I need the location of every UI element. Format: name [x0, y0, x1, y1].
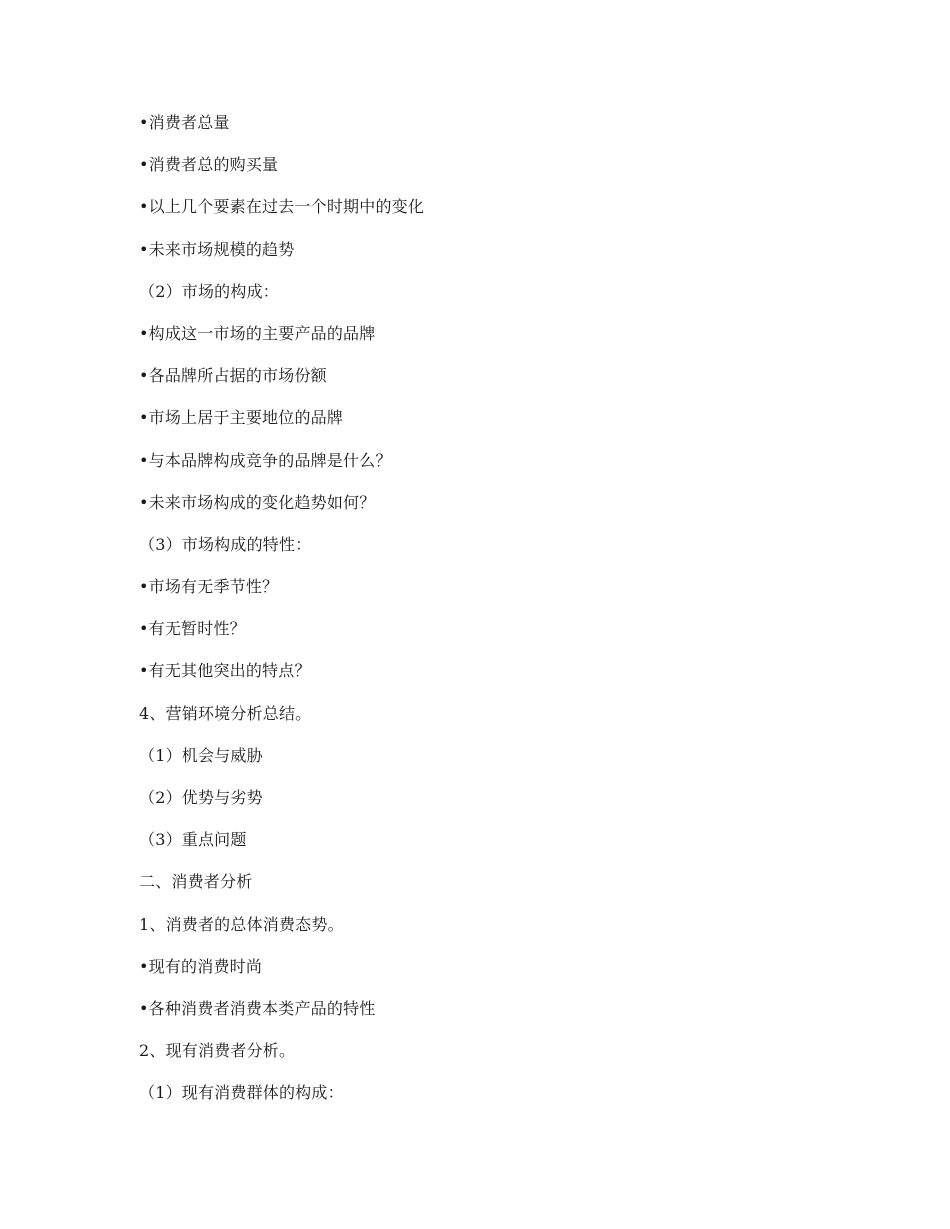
bullet-brand-market-share: •各品牌所占据的市场份额 [139, 366, 327, 386]
subheading-market-composition: （2）市场的构成： [139, 281, 279, 301]
section-heading-consumer-analysis: 二、消费者分析 [139, 872, 253, 892]
heading-current-consumer-analysis: 2、现有消费者分析。 [139, 1041, 296, 1061]
subheading-composition-characteristics: （3）市场构成的特性： [139, 534, 312, 554]
bullet-past-changes: •以上几个要素在过去一个时期中的变化 [139, 197, 425, 217]
subheading-consumer-group-composition: （1）现有消费群体的构成： [139, 1083, 344, 1103]
subheading-key-issues: （3）重点问题 [139, 830, 247, 850]
heading-overall-consumption-trend: 1、消费者的总体消费态势。 [139, 914, 344, 934]
bullet-future-market-size-trend: •未来市场规模的趋势 [139, 239, 295, 259]
bullet-total-purchase-volume: •消费者总的购买量 [139, 155, 279, 175]
bullet-future-composition-trend: •未来市场构成的变化趋势如何？ [139, 492, 376, 512]
bullet-current-fashion: •现有的消费时尚 [139, 956, 263, 976]
bullet-consumer-product-traits: •各种消费者消费本类产品的特性 [139, 998, 376, 1018]
bullet-competing-brands: •与本品牌构成竞争的品牌是什么？ [139, 450, 392, 470]
bullet-temporariness: •有无暂时性？ [139, 619, 246, 639]
heading-environment-summary: 4、营销环境分析总结。 [139, 703, 312, 723]
bullet-seasonality: •市场有无季节性？ [139, 577, 279, 597]
bullet-total-consumers: •消费者总量 [139, 113, 230, 132]
subheading-opportunities-threats: （1）机会与威胁 [139, 745, 263, 765]
subheading-strengths-weaknesses: （2）优势与劣势 [139, 788, 263, 807]
bullet-leading-brands: •市场上居于主要地位的品牌 [139, 408, 344, 428]
document-body [139, 112, 839, 1125]
bullet-other-features: •有无其他突出的特点？ [139, 661, 311, 681]
bullet-main-product-brands: •构成这一市场的主要产品的品牌 [139, 323, 376, 343]
